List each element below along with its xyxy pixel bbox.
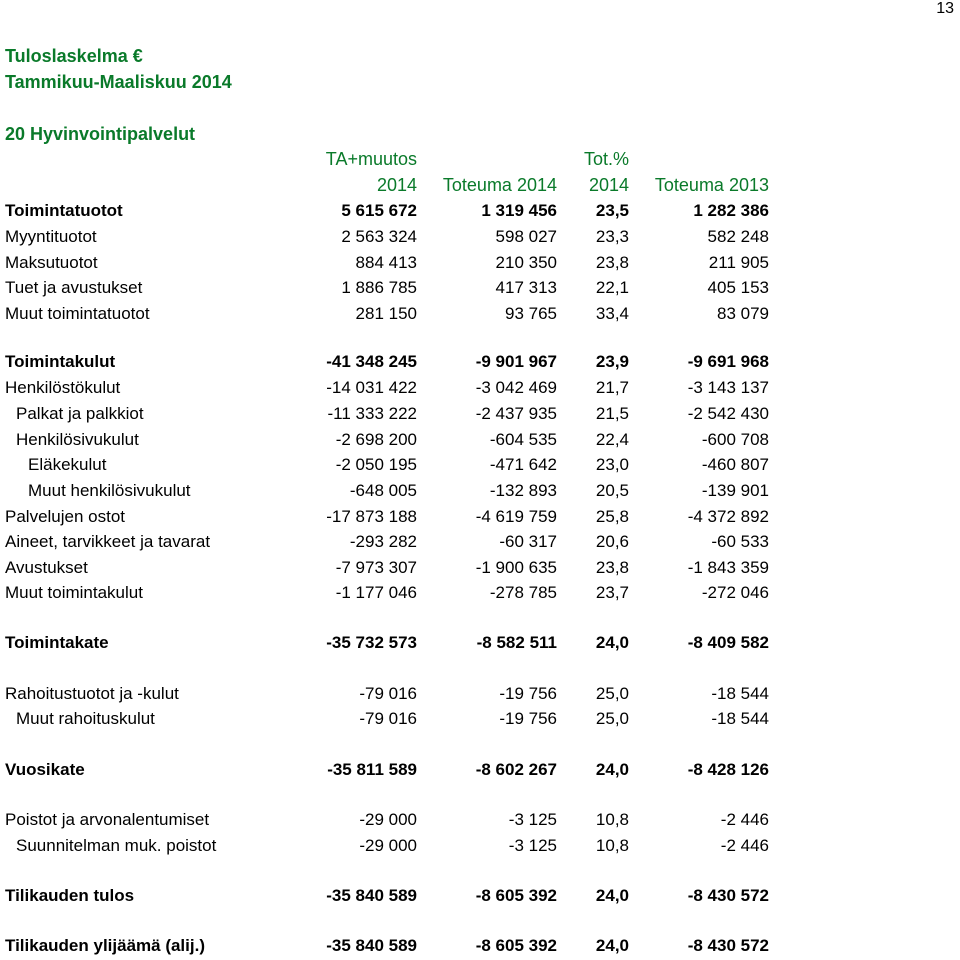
value-budget: -1 177 046 bbox=[335, 583, 417, 602]
value-actual-2014: 417 313 bbox=[495, 278, 557, 297]
value-percent: 25,0 bbox=[595, 684, 629, 703]
value-budget: -17 873 188 bbox=[326, 507, 417, 526]
value-actual-2014: -1 900 635 bbox=[475, 558, 557, 577]
value-actual-2013: -8 430 572 bbox=[687, 936, 769, 955]
value-percent: 23,3 bbox=[595, 227, 629, 246]
row-label: Muut rahoituskulut bbox=[16, 709, 155, 728]
value-percent: 25,0 bbox=[595, 709, 629, 728]
value-actual-2014: -2 437 935 bbox=[475, 404, 557, 423]
value-actual-2014: -3 125 bbox=[508, 810, 557, 829]
value-actual-2013: -9 691 968 bbox=[687, 352, 769, 371]
table-row bbox=[0, 684, 960, 708]
value-budget: -293 282 bbox=[349, 532, 417, 551]
report-title: Tuloslaskelma € bbox=[5, 46, 143, 66]
table-row bbox=[0, 201, 960, 225]
column-header-actual-2013: Toteuma 2013 bbox=[654, 175, 769, 195]
row-label: Tilikauden tulos bbox=[5, 886, 135, 905]
value-percent: 20,6 bbox=[595, 532, 629, 551]
value-actual-2013: 211 905 bbox=[708, 253, 769, 272]
value-percent: 23,8 bbox=[595, 253, 629, 272]
value-actual-2014: -604 535 bbox=[489, 430, 557, 449]
table-row bbox=[0, 583, 960, 607]
row-label: Muut toimintakulut bbox=[5, 583, 143, 602]
department-heading: 20 Hyvinvointipalvelut bbox=[5, 124, 196, 144]
value-budget: -11 333 222 bbox=[327, 404, 417, 423]
value-actual-2014: -8 582 511 bbox=[476, 633, 557, 652]
value-actual-2013: -18 544 bbox=[711, 684, 769, 703]
value-budget: 2 563 324 bbox=[341, 227, 417, 246]
value-actual-2013: -8 428 126 bbox=[687, 760, 769, 779]
value-percent: 24,0 bbox=[595, 633, 629, 652]
row-label: Myyntituotot bbox=[5, 227, 97, 246]
value-actual-2014: 210 350 bbox=[495, 253, 557, 272]
value-actual-2014: -278 785 bbox=[489, 583, 557, 602]
value-budget: -29 000 bbox=[359, 836, 417, 855]
page-number: 13 bbox=[936, 0, 954, 17]
table-row bbox=[0, 507, 960, 531]
table-row bbox=[0, 378, 960, 402]
table-row bbox=[0, 352, 960, 376]
value-budget: 281 150 bbox=[355, 304, 417, 323]
value-actual-2014: -9 901 967 bbox=[475, 352, 557, 371]
value-actual-2014: -60 317 bbox=[499, 532, 557, 551]
value-actual-2014: -471 642 bbox=[489, 455, 557, 474]
value-actual-2013: -8 409 582 bbox=[687, 633, 769, 652]
table-row bbox=[0, 455, 960, 479]
value-actual-2013: -18 544 bbox=[711, 709, 769, 728]
value-actual-2013: -1 843 359 bbox=[687, 558, 769, 577]
value-actual-2013: -4 372 892 bbox=[687, 507, 769, 526]
value-actual-2013: -2 446 bbox=[720, 810, 769, 829]
value-percent: 10,8 bbox=[595, 836, 629, 855]
value-actual-2014: 1 319 456 bbox=[481, 201, 557, 220]
value-percent: 22,1 bbox=[595, 278, 629, 297]
table-row bbox=[0, 278, 960, 302]
value-budget: 5 615 672 bbox=[341, 201, 417, 220]
value-percent: 23,9 bbox=[595, 352, 629, 371]
row-label: Poistot ja arvonalentumiset bbox=[5, 810, 210, 829]
row-label: Tilikauden ylijäämä (alij.) bbox=[5, 936, 205, 955]
value-actual-2014: -8 605 392 bbox=[475, 936, 557, 955]
row-label: Toimintakate bbox=[5, 633, 109, 652]
value-budget: -79 016 bbox=[359, 684, 417, 703]
table-row bbox=[0, 810, 960, 834]
value-actual-2013: -600 708 bbox=[701, 430, 769, 449]
row-label: Tuet ja avustukset bbox=[5, 278, 143, 297]
column-header-percent: Tot.% bbox=[583, 149, 629, 169]
value-actual-2013: -2 542 430 bbox=[687, 404, 769, 423]
value-budget: -2 698 200 bbox=[335, 430, 417, 449]
value-actual-2013: -3 143 137 bbox=[687, 378, 769, 397]
value-budget: -41 348 245 bbox=[326, 352, 417, 371]
row-label: Muut toimintatuotot bbox=[5, 304, 150, 323]
value-budget: -14 031 422 bbox=[326, 378, 417, 397]
value-actual-2013: -60 533 bbox=[711, 532, 769, 551]
row-label: Eläkekulut bbox=[28, 455, 107, 474]
value-actual-2014: 598 027 bbox=[495, 227, 557, 246]
column-header-actual-2014: Toteuma 2014 bbox=[442, 175, 557, 195]
column-header-budget: TA+muutos bbox=[325, 149, 417, 169]
report-period: Tammikuu-Maaliskuu 2014 bbox=[5, 72, 232, 92]
value-percent: 24,0 bbox=[595, 760, 629, 779]
value-actual-2014: -4 619 759 bbox=[475, 507, 557, 526]
value-budget: 1 886 785 bbox=[341, 278, 417, 297]
value-percent: 22,4 bbox=[595, 430, 629, 449]
row-label: Muut henkilösivukulut bbox=[28, 481, 191, 500]
row-label: Henkilösivukulut bbox=[16, 430, 139, 449]
row-label: Vuosikate bbox=[5, 760, 85, 779]
value-actual-2014: 93 765 bbox=[505, 304, 557, 323]
table-row bbox=[0, 404, 960, 428]
value-percent: 23,8 bbox=[595, 558, 629, 577]
row-label: Aineet, tarvikkeet ja tavarat bbox=[5, 532, 211, 551]
table-row bbox=[0, 253, 960, 277]
table-row bbox=[0, 709, 960, 733]
row-label: Maksutuotot bbox=[5, 253, 98, 272]
value-actual-2014: -3 042 469 bbox=[475, 378, 557, 397]
column-header-percent-year: 2014 bbox=[588, 175, 629, 195]
row-label: Toimintatuotot bbox=[5, 201, 123, 220]
value-actual-2014: -8 605 392 bbox=[475, 886, 557, 905]
value-actual-2013: -272 046 bbox=[701, 583, 769, 602]
table-row bbox=[0, 760, 960, 784]
row-label: Rahoitustuotot ja -kulut bbox=[5, 684, 179, 703]
value-actual-2013: 83 079 bbox=[717, 304, 769, 323]
row-label: Palvelujen ostot bbox=[5, 507, 126, 526]
value-budget: -79 016 bbox=[359, 709, 417, 728]
table-row bbox=[0, 936, 960, 960]
value-percent: 24,0 bbox=[595, 936, 629, 955]
row-label: Avustukset bbox=[5, 558, 88, 577]
value-percent: 33,4 bbox=[595, 304, 629, 323]
value-percent: 25,8 bbox=[595, 507, 629, 526]
value-actual-2014: -132 893 bbox=[489, 481, 557, 500]
value-percent: 23,5 bbox=[595, 201, 629, 220]
value-actual-2013: 582 248 bbox=[707, 227, 769, 246]
table-row bbox=[0, 304, 960, 328]
row-label: Suunnitelman muk. poistot bbox=[16, 836, 217, 855]
value-percent: 23,0 bbox=[595, 455, 629, 474]
value-actual-2013: -8 430 572 bbox=[687, 886, 769, 905]
row-label: Toimintakulut bbox=[5, 352, 116, 371]
table-row bbox=[0, 481, 960, 505]
value-percent: 24,0 bbox=[595, 886, 629, 905]
value-percent: 21,5 bbox=[595, 404, 629, 423]
table-row bbox=[0, 558, 960, 582]
value-budget: -7 973 307 bbox=[335, 558, 417, 577]
value-budget: -2 050 195 bbox=[335, 455, 417, 474]
value-percent: 10,8 bbox=[595, 810, 629, 829]
value-actual-2014: -3 125 bbox=[508, 836, 557, 855]
column-header-budget-year: 2014 bbox=[376, 175, 417, 195]
value-budget: -35 811 589 bbox=[327, 760, 417, 779]
table-row bbox=[0, 430, 960, 454]
value-budget: -648 005 bbox=[349, 481, 417, 500]
table-row bbox=[0, 633, 960, 657]
value-budget: -35 732 573 bbox=[326, 633, 417, 652]
value-actual-2014: -19 756 bbox=[499, 709, 557, 728]
value-budget: -29 000 bbox=[359, 810, 417, 829]
value-budget: -35 840 589 bbox=[326, 936, 417, 955]
table-row bbox=[0, 227, 960, 251]
value-actual-2013: 1 282 386 bbox=[693, 201, 769, 220]
value-actual-2013: 405 153 bbox=[707, 278, 769, 297]
value-actual-2014: -19 756 bbox=[499, 684, 557, 703]
row-label: Palkat ja palkkiot bbox=[16, 404, 144, 423]
value-percent: 21,7 bbox=[595, 378, 629, 397]
value-actual-2013: -139 901 bbox=[701, 481, 769, 500]
table-row bbox=[0, 886, 960, 910]
value-percent: 23,7 bbox=[595, 583, 629, 602]
value-actual-2014: -8 602 267 bbox=[475, 760, 557, 779]
value-budget: 884 413 bbox=[355, 253, 417, 272]
table-row bbox=[0, 532, 960, 556]
value-actual-2013: -460 807 bbox=[701, 455, 769, 474]
table-row bbox=[0, 836, 960, 860]
value-actual-2013: -2 446 bbox=[720, 836, 769, 855]
row-label: Henkilöstökulut bbox=[5, 378, 121, 397]
value-budget: -35 840 589 bbox=[326, 886, 417, 905]
value-percent: 20,5 bbox=[595, 481, 629, 500]
